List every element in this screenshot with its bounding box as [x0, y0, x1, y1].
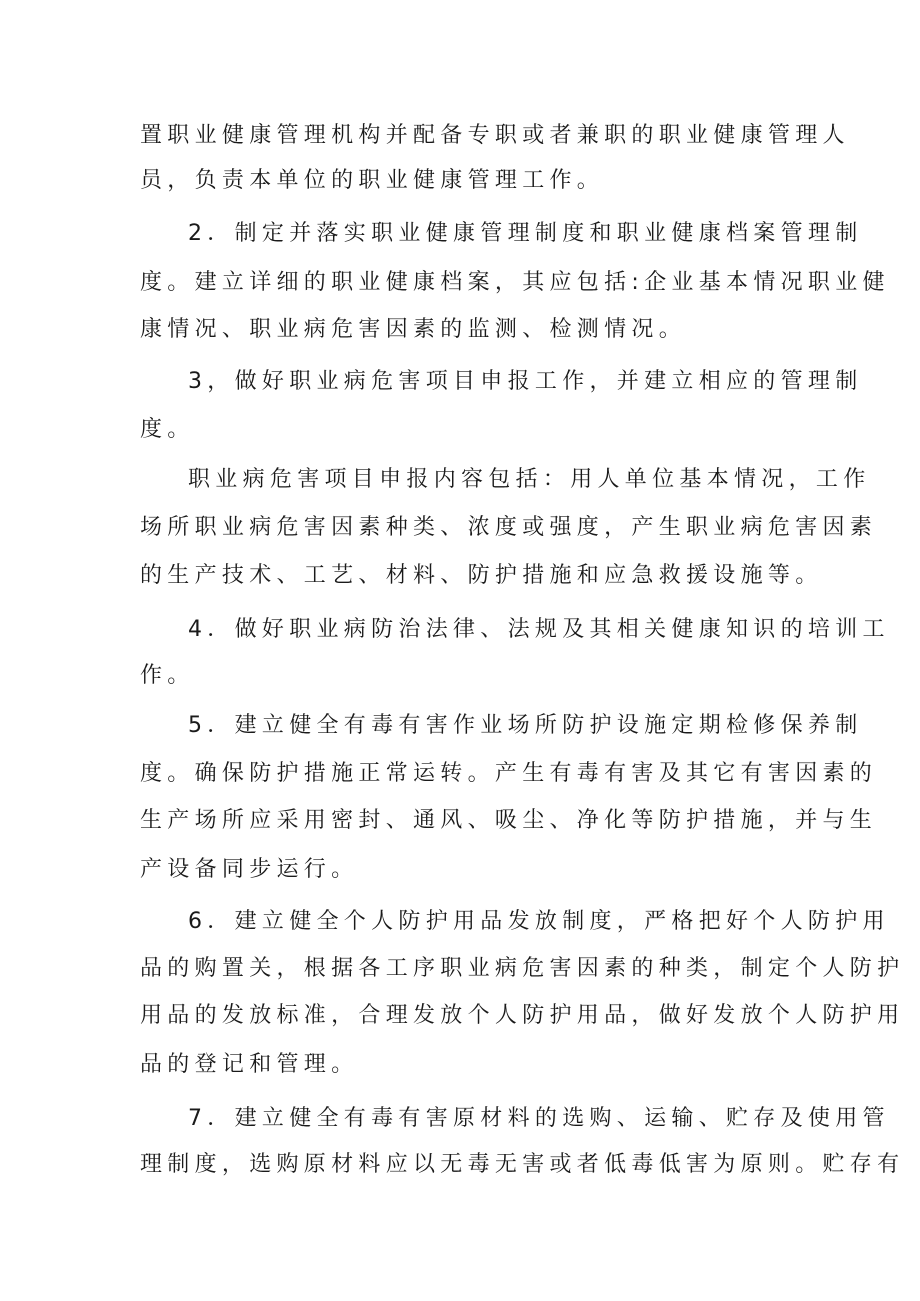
text-line: 品的登记和管理。 [140, 1052, 359, 1077]
text-line: 生产场所应采用密封、通风、吸尘、净化等防护措施，并与生 [140, 808, 878, 833]
text-line: 场所职业病危害因素种类、浓度或强度，产生职业病危害因素 [140, 515, 878, 540]
text-line: 度。建立详细的职业健康档案，其应包括:企业基本情况职业健 [140, 270, 890, 295]
text-line: 置职业健康管理机构并配备专职或者兼职的职业健康管理人 [140, 123, 850, 148]
text-line: 4．做好职业病防治法律、法规及其相关健康知识的培训工 [188, 617, 890, 642]
text-line: 职业病危害项目申报内容包括：用人单位基本情况，工作 [188, 467, 871, 492]
text-line: 5．建立健全有毒有害作业场所防护设施定期检修保养制 [188, 713, 863, 738]
text-line: 3，做好职业病危害项目申报工作，并建立相应的管理制 [188, 369, 863, 394]
text-line: 员，负责本单位的职业健康管理工作。 [140, 168, 605, 193]
text-line: 2．制定并落实职业健康管理制度和职业健康档案管理制 [188, 221, 863, 246]
text-line: 的生产技术、工艺、材料、防护措施和应急救援设施等。 [140, 563, 823, 588]
text-line: 6．建立健全个人防护用品发放制度，严格把好个人防护用 [188, 909, 890, 934]
text-line: 康情况、职业病危害因素的监测、检测情况。 [140, 317, 687, 342]
text-line: 用品的发放标准，合理发放个人防护用品，做好发放个人防护用 [140, 1003, 905, 1028]
text-line: 品的购置关，根据各工序职业病危害因素的种类，制定个人防护 [140, 956, 905, 981]
text-line: 作。 [140, 663, 195, 688]
text-line: 理制度，选购原材料应以无毒无害或者低毒低害为原则。贮存有 [140, 1152, 905, 1177]
text-line: 产设备同步运行。 [140, 857, 359, 882]
text-line: 度。确保防护措施正常运转。产生有毒有害及其它有害因素的 [140, 761, 878, 786]
text-line: 度。 [140, 417, 195, 442]
text-line: 7．建立健全有毒有害原材料的选购、运输、贮存及使用管 [188, 1106, 890, 1131]
